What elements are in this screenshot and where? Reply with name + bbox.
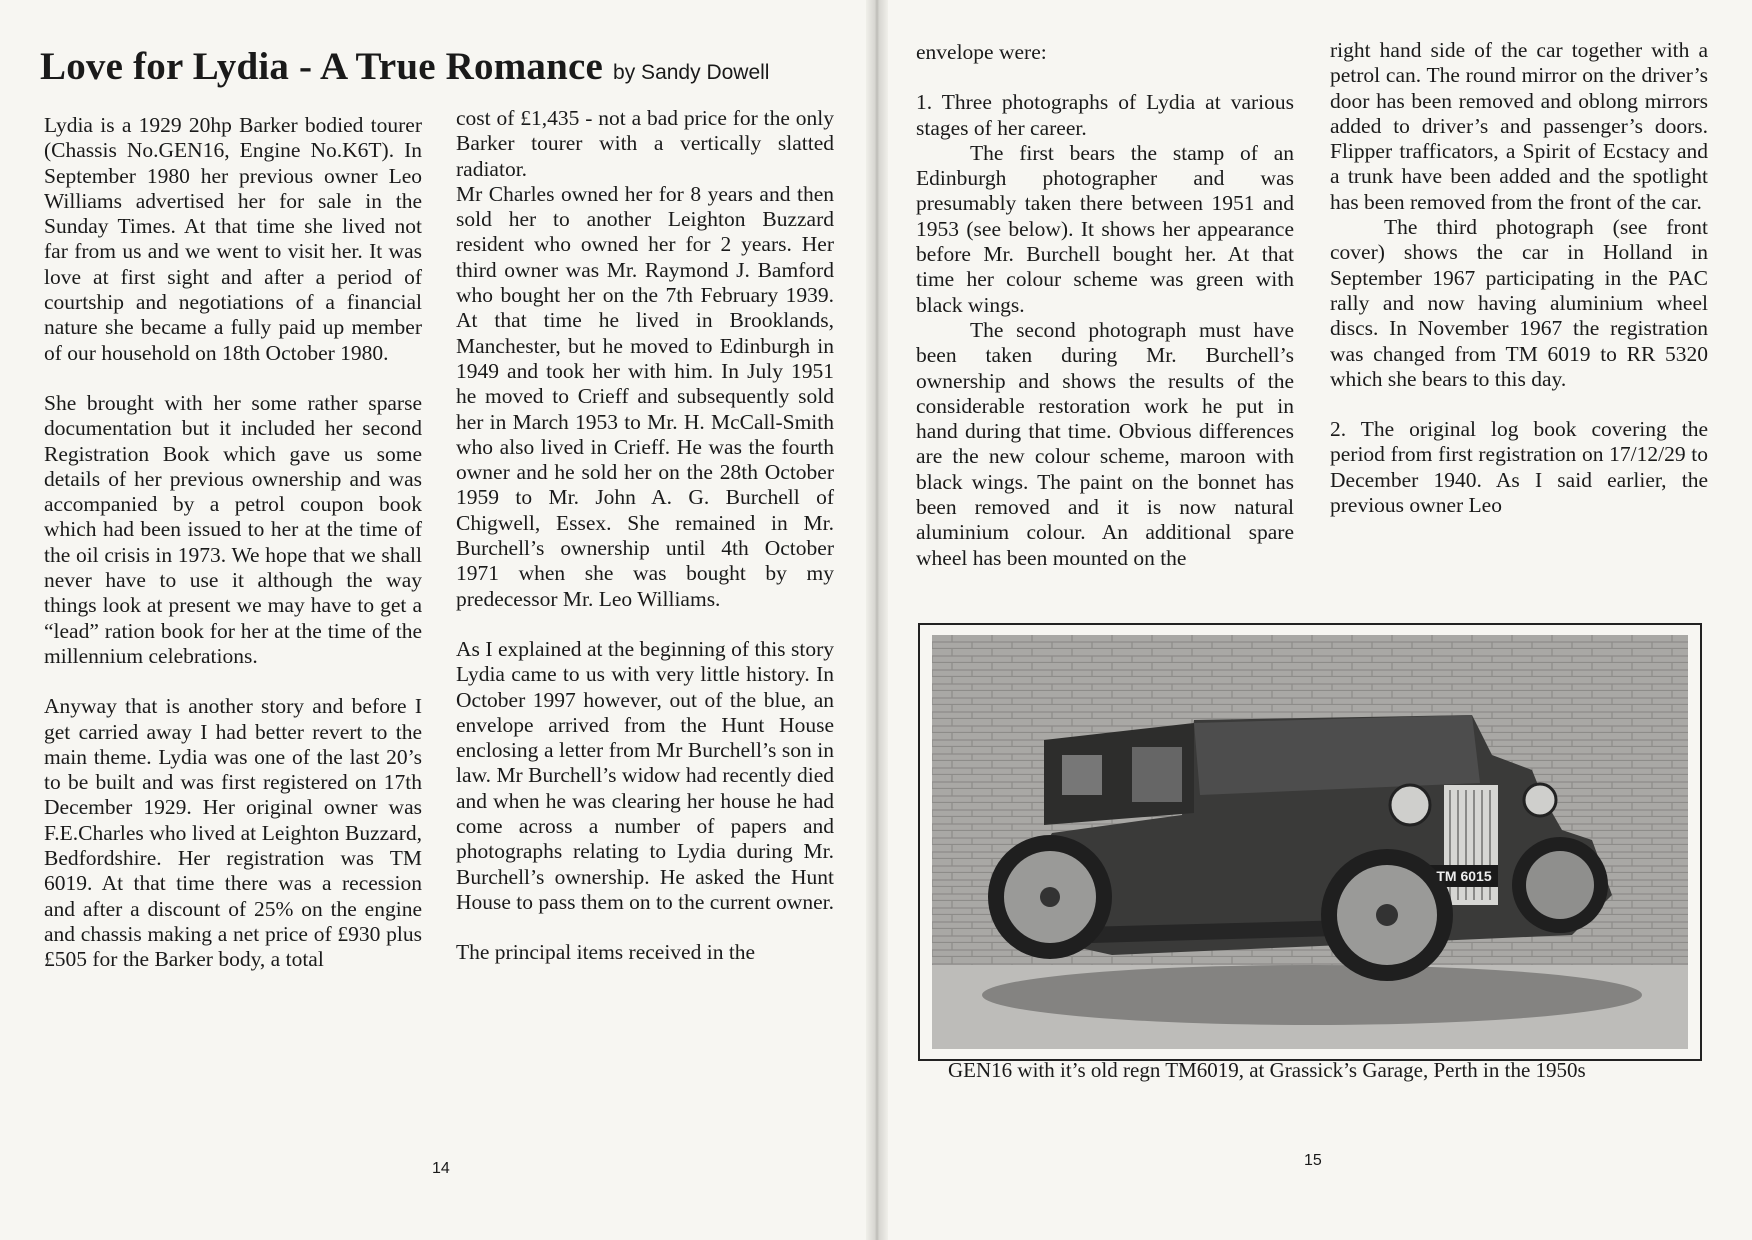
paragraph: Anyway that is another story and before I get carried away I had better revert to the main theme. Lydia was one of the last 20’s to be built and was first registered on 17th December 1929. Her original owner was F.E.Charles who lived at Leighton Buzzard, Bedfordshire. Her registration was TM 6019. At that time there was a recession and after a discount of 25% on the engine and chassis making a net price of £930 plus £505 for the Barker body, a total (44, 694, 422, 972)
page-gutter (866, 0, 888, 1240)
page-number-right: 15 (1304, 1152, 1322, 1169)
paragraph: The third photograph (see front cover) shows the car in Holland in September 1967 participating in the PAC rally and now having aluminium wheel discs. In November 1967 the registration was changed from TM 6019 to RR 5320 which she bears to this day. (1330, 215, 1708, 391)
paragraph: 1. Three photographs of Lydia at various stages of her career. (916, 90, 1294, 140)
page-number-left: 14 (432, 1160, 450, 1177)
photo-caption: GEN16 with it’s old regn TM6019, at Grassick’s Garage, Perth in the 1950s (948, 1058, 1586, 1082)
number-plate: TM 6015 (1436, 868, 1492, 884)
article-header (40, 44, 840, 89)
paragraph: cost of £1,435 - not a bad price for the only Barker tourer with a vertically slatted radiator. (456, 106, 834, 181)
paragraph: The principal items received in the (456, 940, 756, 965)
paragraph: Lydia is a 1929 20hp Barker bodied tourer (Chassis No.GEN16, Engine No.K6T). In September 1980 her previous owner Leo Williams advertised her for sale in the Sunday Times. At that time she lived not far from us and we went to visit her. It was love at first sight and after a period of courtship and negotiations of a financial nature she became a fully paid up member of our household on 18th October 1980. (44, 113, 422, 365)
column-1 (44, 113, 422, 973)
paragraph: The first bears the stamp of an Edinburgh photographer and was presumably taken there between 1951 and 1953 (see below). It shows her appearance before Mr. Burchell bought her. At that time her colour scheme was green with black wings. (916, 140, 1294, 317)
paragraph: right hand side of the car together with a petrol can. The round mirror on the driver’s door has been removed and oblong mirrors added to driver’s and passenger’s doors. Flipper trafficators, a Spirit of Ecstacy and a trunk have been added and the spotlight has been removed from the front of the car. (1330, 38, 1708, 214)
paragraph: She brought with her some rather sparse documentation but it included her second Registration Book which gave us some details of her previous ownership and was accompanied by a petrol coupon book which had been issued to her at the time of the oil crisis in 1973. We hope that we shall never have to use it although the way things look at present we may have to get a “lead” ration book for her at the time of the millennium celebrations. (44, 390, 422, 668)
paragraph: 2. The original log book covering the period from first registration on 17/12/29 to December 1940. As I said earlier, the previous owner Leo (1330, 417, 1708, 518)
vintage-car-illustration (932, 635, 1688, 1049)
paragraph: Mr Charles owned her for 8 years and then sold her to another Leighton Buzzard resident who owned her for 2 years. Her third owner was Mr. Raymond J. Bamford who bought her on the 7th February 1939. At that time he lived in Brooklands, Manchester, but he moved to Edinburgh in 1949 and took her with him. In July 1951 he moved to Crieff and subsequently sold her in March 1953 to Mr. H. McCall-Smith who also lived in Crieff. He was the fourth owner and he sold her on the 28th October 1959 to Mr. John A. G. Burchell of Chigwell, Essex. She remained in Mr. Burchell’s ownership until 4th October 1971 when she was bought by my predecessor Mr. Leo Williams. (456, 181, 834, 611)
car-photo (932, 635, 1688, 1049)
paragraph: envelope were: (916, 40, 1047, 64)
article-byline: by Sandy Dowell (613, 61, 770, 84)
paragraph: The second photograph must have been taken during Mr. Burchell’s ownership and shows the results of the considerable restoration work he put in hand during that time. Obvious differences are the new colour scheme, maroon with black wings. The paint on the bonnet has been removed and it is now natural aluminium colour. An additional spare wheel has been mounted on the (916, 317, 1294, 570)
photo-frame (918, 623, 1702, 1061)
paragraph: As I explained at the beginning of this story Lydia came to us with very little history. In October 1997 however, out of the blue, an envelope arrived from the Hunt House enclosing a letter from Mr Burchell’s son in law. Mr Burchell’s widow had recently died and when he was clearing her house he had come across a number of papers and photographs relating to Lydia during Mr. Burchell’s ownership. He asked the Hunt House to pass them on to the current owner. (456, 636, 834, 914)
article-title: Love for Lydia - A True Romance (40, 45, 604, 88)
column-4 (1330, 38, 1708, 518)
column-2 (456, 106, 834, 966)
column-3 (916, 40, 1294, 571)
